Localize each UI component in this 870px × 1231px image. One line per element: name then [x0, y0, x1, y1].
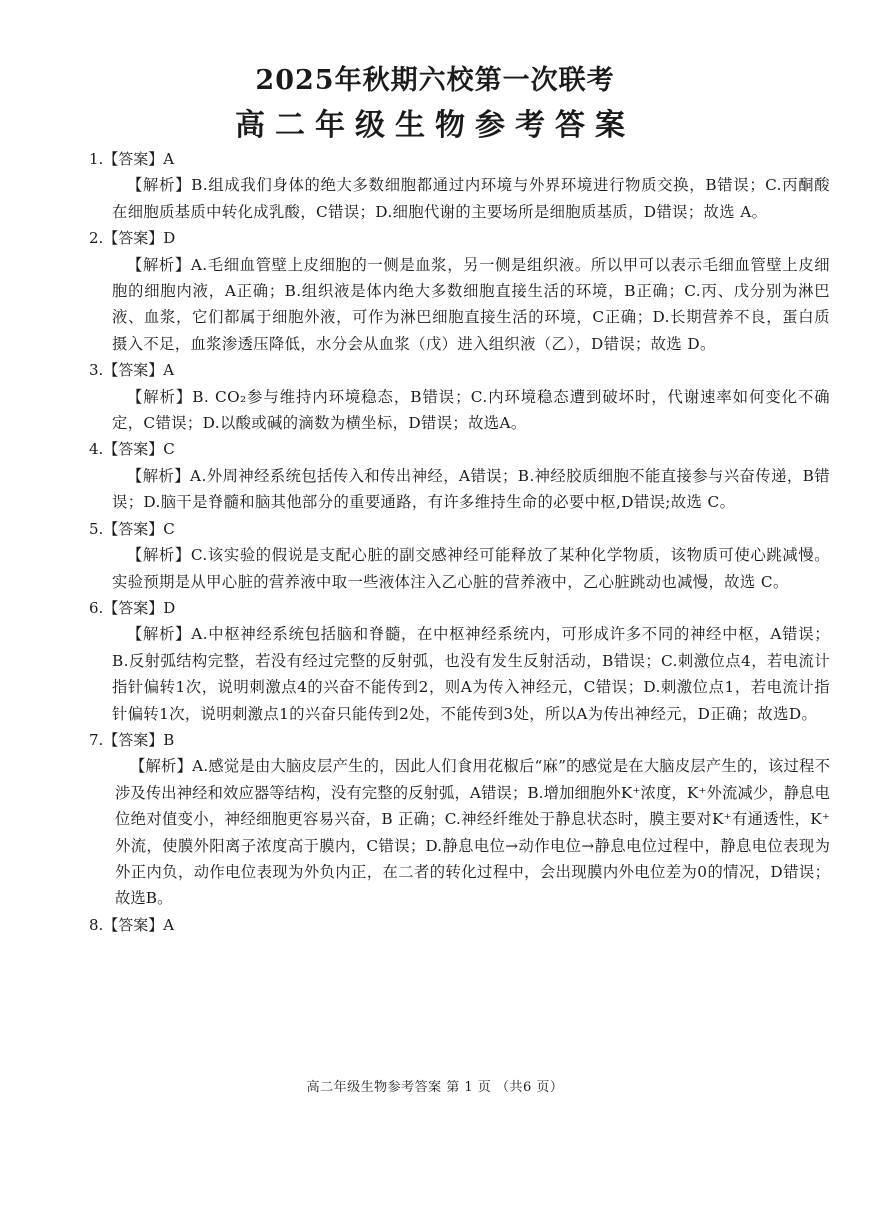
- question-8: [89, 912, 830, 938]
- question-4: [89, 436, 830, 515]
- explanation: 【解析】B.组成我们身体的绝大多数细胞都通过内环境与外界环境进行物质交换，B错误；C.丙酮酸在细胞质基质中转化成乳酸，C错误；D.细胞代谢的主要场所是细胞质基质，D错误；故选 A。: [112, 176, 830, 221]
- answer-line: 5.【答案】C: [89, 519, 175, 538]
- explanation: 【解析】B. CO₂参与维持内环境稳态，B错误；C.内环境稳态遭到破坏时，代谢速率如何变化不确定，C错误；D.以酸或碱的滴数为横坐标，D错误；故选A。: [112, 387, 830, 433]
- question-5: [89, 516, 830, 595]
- question-1: [89, 146, 830, 225]
- answer-line: 4.【答案】C: [89, 440, 175, 459]
- page-footer: 高二年级生物参考答案 第 1 页 （共6 页）: [306, 1080, 564, 1095]
- question-6: [89, 595, 830, 727]
- answer-line: 8.【答案】A: [89, 915, 175, 934]
- explanation: 【解析】A.外周神经系统包括传入和传出神经，A错误；B.神经胶质细胞不能直接参与兴奋传递，B错误；D.脑干是脊髓和脑其他部分的重要通路，有许多维持生命的必要中枢,D错误;故选 C。: [112, 466, 830, 512]
- answer-line: 3.【答案】A: [89, 361, 175, 380]
- answer-line: 1.【答案】A: [89, 150, 175, 168]
- explanation: 【解析】A.中枢神经系统包括脑和脊髓，在中枢神经系统内，可形成许多不同的神经中枢，A错误；B.反射弧结构完整，若没有经过完整的反射弧，也没有发生反射活动，B错误；C.刺激位点4，若电流计指针偏转1次，说明刺激点4的兴奋不能传到2，则A为传入神经元，C错误；D.刺激位点1，若电流计指针偏转1次，说明刺激点1的兴奋只能传到2处，不能传到3处，所以A为传出神经元，D正确；故选D。: [112, 625, 830, 723]
- answer-line: 6.【答案】D: [89, 598, 176, 617]
- question-2: [89, 225, 830, 357]
- answer-list: [89, 146, 830, 938]
- explanation: 【解析】C.该实验的假说是支配心脏的副交感神经可能释放了某种化学物质，该物质可使心跳减慢。实验预期是从甲心脏的营养液中取一些液体注入乙心脏的营养液中，乙心脏跳动也减慢，故选 C。: [112, 546, 830, 591]
- page-title: 2025年秋期六校第一次联考: [255, 65, 615, 96]
- explanation: 【解析】A.毛细血管壁上皮细胞的一侧是血浆，另一侧是组织液。所以甲可以表示毛细血管壁上皮细胞的细胞内液，A正确；B.组织液是体内绝大多数细胞直接生活的环境，B正确；C.丙、戊分别为淋巴液、血浆，它们都属于细胞外液，可作为淋巴细胞直接生活的环境，C正确；D.长期营养不良，蛋白质摄入不足，血浆渗透压降低，水分会从血浆（戊）进入组织液（乙），D错误；故选 D。: [112, 255, 830, 353]
- question-3: [89, 357, 830, 436]
- answer-line: 7.【答案】B: [89, 730, 175, 749]
- answer-line: 2.【答案】D: [89, 229, 176, 248]
- question-7: [89, 727, 830, 912]
- explanation: 【解析】A.感觉是由大脑皮层产生的，因此人们食用花椒后“麻”的感觉是在大脑皮层产生的，该过程不涉及传出神经和效应器等结构，没有完整的反射弧，A错误；B.增加细胞外K⁺浓度，K⁺外流减少，静息电位绝对值变小，神经细胞更容易兴奋，B 正确；C.神经纤维处于静息状态时，膜主要对K⁺有通透性，K⁺外流，使膜外阳离子浓度高于膜内，C错误；D.静息电位→动作电位→静息电位过程中，静息电位表现为外正内负，动作电位表现为外负内正，在二者的转化过程中，会出现膜内外电位差为0的情况，D错误；故选B。: [115, 757, 830, 908]
- page-subtitle: 高二年级生物参考答案: [235, 108, 635, 143]
